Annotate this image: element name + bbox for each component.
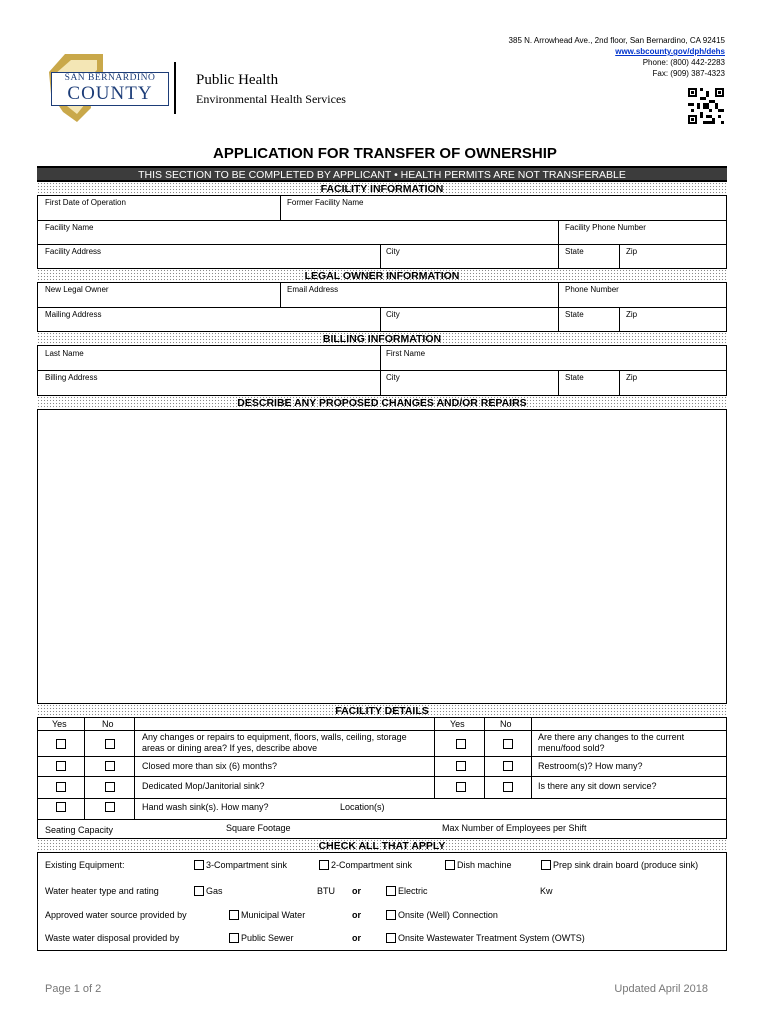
billing-zip-label: Zip (626, 373, 638, 382)
facility-info-heading: FACILITY INFORMATION (37, 181, 727, 196)
municipal-water-checkbox[interactable] (229, 910, 239, 920)
q7-yes-checkbox[interactable] (456, 782, 466, 792)
changes-textarea[interactable] (38, 411, 726, 702)
first-date-label: First Date of Operation (45, 198, 126, 207)
public-sewer-label: Public Sewer (241, 933, 294, 943)
facility-state-label: State (565, 247, 584, 256)
q4-no-checkbox[interactable] (105, 802, 115, 812)
square-footage-label: Square Footage (226, 823, 291, 833)
facility-zip-label: Zip (626, 247, 638, 256)
address-text: 385 N. Arrowhead Ave., 2nd floor, San Bernardino, CA 92415 (508, 36, 725, 45)
q6-yes-checkbox[interactable] (456, 761, 466, 771)
updated-date: Updated April 2018 (614, 983, 708, 995)
email-label: Email Address (287, 285, 339, 294)
owner-phone-label: Phone Number (565, 285, 619, 294)
water-source-label: Approved water source provided by (45, 910, 187, 920)
q3-yes-checkbox[interactable] (56, 782, 66, 792)
q2-yes-checkbox[interactable] (56, 761, 66, 771)
qr-code-icon (688, 88, 724, 124)
q6-text: Restroom(s)? How many? (538, 761, 643, 771)
q4-location-text: Location(s) (340, 802, 385, 812)
dept-name: Public Health (196, 72, 279, 88)
prep-sink-label: Prep sink drain board (produce sink) (553, 860, 699, 870)
no-header-right: No (500, 719, 512, 729)
gas-checkbox[interactable] (194, 886, 204, 896)
address-block (509, 35, 725, 79)
no-header-left: No (102, 719, 114, 729)
prep-sink-checkbox[interactable] (541, 860, 551, 870)
public-sewer-checkbox[interactable] (229, 933, 239, 943)
three-compartment-label: 3-Compartment sink (206, 860, 288, 870)
two-compartment-label: 2-Compartment sink (331, 860, 413, 870)
water-heater-label: Water heater type and rating (45, 886, 159, 896)
logo-top-text: SAN BERNARDINO (64, 73, 156, 83)
q5-text: Are there any changes to the current menu/food sold? (538, 732, 685, 753)
owner-zip-label: Zip (626, 310, 638, 319)
q1-yes-checkbox[interactable] (56, 739, 66, 749)
facility-name-label: Facility Name (45, 223, 94, 232)
kw-label: Kw (540, 886, 553, 896)
q1-no-checkbox[interactable] (105, 739, 115, 749)
county-logo (45, 52, 175, 126)
page-title: APPLICATION FOR TRANSFER OF OWNERSHIP (213, 145, 557, 162)
q1-text: Any changes or repairs to equipment, floors, walls, ceiling, storage areas or dining area? If yes, describe above (142, 732, 407, 753)
seating-label: Seating Capacity (45, 825, 114, 835)
logo-divider (174, 62, 176, 114)
employees-label: Max Number of Employees per Shift (442, 823, 587, 833)
existing-equipment-label: Existing Equipment: (45, 860, 125, 870)
billing-heading: BILLING INFORMATION (37, 331, 727, 346)
legal-owner-heading: LEGAL OWNER INFORMATION (37, 268, 727, 283)
btu-label: BTU (317, 886, 335, 896)
onsite-well-label: Onsite (Well) Connection (398, 910, 498, 920)
q6-no-checkbox[interactable] (503, 761, 513, 771)
municipal-water-label: Municipal Water (241, 910, 306, 920)
q7-no-checkbox[interactable] (503, 782, 513, 792)
facility-phone-label: Facility Phone Number (565, 223, 646, 232)
billing-city-label: City (386, 373, 400, 382)
dish-machine-label: Dish machine (457, 860, 512, 870)
owner-city-label: City (386, 310, 400, 319)
two-compartment-checkbox[interactable] (319, 860, 329, 870)
electric-label: Electric (398, 886, 428, 896)
electric-checkbox[interactable] (386, 886, 396, 896)
q4-yes-checkbox[interactable] (56, 802, 66, 812)
check-all-heading: CHECK ALL THAT APPLY (37, 838, 727, 853)
division-name: Environmental Health Services (196, 92, 346, 106)
new-owner-label: New Legal Owner (45, 285, 109, 294)
facility-address-label: Facility Address (45, 247, 102, 256)
fax-text: Fax: (909) 387-4323 (652, 69, 725, 78)
q2-text: Closed more than six (6) months? (142, 761, 278, 771)
q5-yes-checkbox[interactable] (456, 739, 466, 749)
gas-label: Gas (206, 886, 223, 896)
q5-no-checkbox[interactable] (503, 739, 513, 749)
former-name-label: Former Facility Name (287, 198, 364, 207)
three-compartment-checkbox[interactable] (194, 860, 204, 870)
website-link[interactable]: www.sbcounty.gov/dph/dehs (615, 47, 725, 56)
owts-label: Onsite Wastewater Treatment System (OWTS) (398, 933, 585, 943)
waste-water-label: Waste water disposal provided by (45, 933, 180, 943)
yes-header-right: Yes (450, 719, 465, 729)
changes-heading: DESCRIBE ANY PROPOSED CHANGES AND/OR REPAIRS (37, 395, 727, 410)
phone-text: Phone: (800) 442-2283 (642, 58, 725, 67)
owts-checkbox[interactable] (386, 933, 396, 943)
mailing-address-label: Mailing Address (45, 310, 102, 319)
first-name-label: First Name (386, 349, 426, 358)
or-label-waste: or (352, 933, 361, 943)
notice-bar: THIS SECTION TO BE COMPLETED BY APPLICANT • HEALTH PERMITS ARE NOT TRANSFERABLE (37, 167, 727, 181)
page-number: Page 1 of 2 (45, 983, 102, 995)
facility-details-heading: FACILITY DETAILS (37, 703, 727, 718)
q4-text: Hand wash sink(s). How many? (142, 802, 269, 812)
q2-no-checkbox[interactable] (105, 761, 115, 771)
q7-text: Is there any sit down service? (538, 781, 657, 791)
q3-no-checkbox[interactable] (105, 782, 115, 792)
dish-machine-checkbox[interactable] (445, 860, 455, 870)
owner-state-label: State (565, 310, 584, 319)
billing-address-label: Billing Address (45, 373, 98, 382)
onsite-well-checkbox[interactable] (386, 910, 396, 920)
billing-state-label: State (565, 373, 584, 382)
facility-city-label: City (386, 247, 400, 256)
logo-wordmark (51, 72, 169, 106)
last-name-label: Last Name (45, 349, 84, 358)
yes-header-left: Yes (52, 719, 67, 729)
or-label-water: or (352, 910, 361, 920)
logo-bottom-text: COUNTY (67, 83, 153, 104)
or-label-heater: or (352, 886, 361, 896)
q3-text: Dedicated Mop/Janitorial sink? (142, 781, 265, 791)
